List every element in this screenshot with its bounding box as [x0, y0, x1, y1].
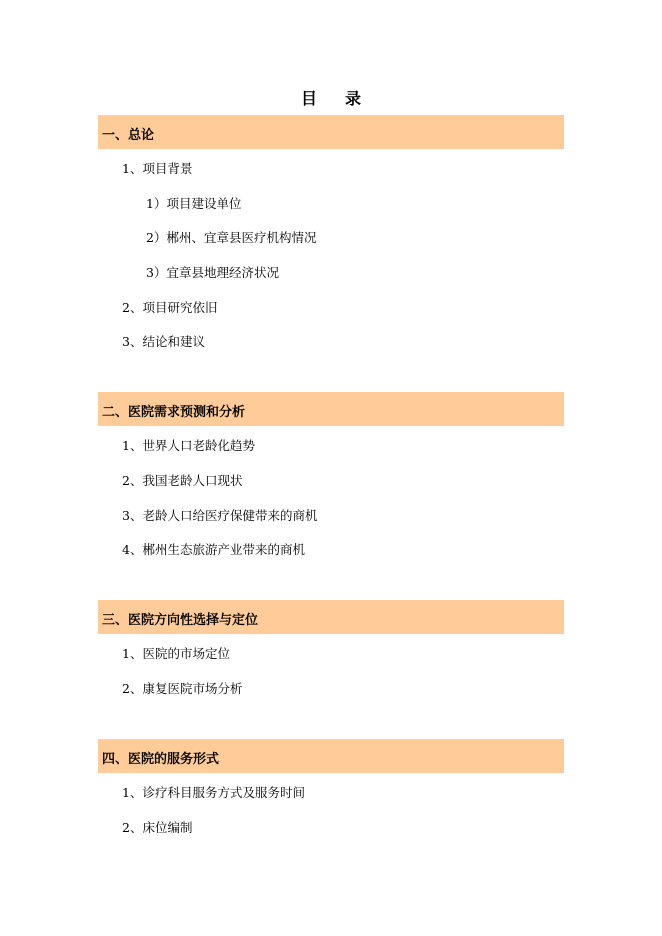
toc-subitem: 2）郴州、宜章县医疗机构情况: [146, 230, 317, 245]
toc-item: 2、床位编制: [122, 820, 193, 835]
section-heading-2: [98, 392, 564, 426]
section-heading-label: 三、医院方向性选择与定位: [102, 613, 259, 628]
toc-subitem: 1）项目建设单位: [146, 196, 242, 211]
toc-item: 3、老龄人口给医疗保健带来的商机: [122, 508, 318, 523]
toc-item: 2、康复医院市场分析: [122, 681, 243, 696]
section-heading-4: [98, 739, 564, 773]
toc-item: 2、我国老龄人口现状: [122, 473, 243, 488]
toc-item: 1、诊疗科目服务方式及服务时间: [122, 785, 305, 800]
toc-title-char-2: 录: [345, 89, 362, 108]
toc-item: 4、郴州生态旅游产业带来的商机: [122, 542, 305, 557]
toc-item: 2、项目研究依旧: [122, 300, 218, 315]
toc-title: [0, 86, 662, 109]
section-heading-3: [98, 600, 564, 634]
toc-title-char-1: 目: [300, 89, 317, 108]
section-heading-1: [98, 115, 564, 149]
section-heading-label: 一、总论: [102, 128, 155, 143]
toc-item: 3、结论和建议: [122, 334, 205, 349]
section-heading-label: 四、医院的服务形式: [102, 752, 220, 767]
section-heading-label: 二、医院需求预测和分析: [102, 405, 246, 420]
toc-item: 1、世界人口老龄化趋势: [122, 438, 255, 453]
toc-subitem: 3）宜章县地理经济状况: [146, 265, 279, 280]
toc-item: 1、医院的市场定位: [122, 646, 230, 661]
toc-item: 1、项目背景: [122, 161, 193, 176]
